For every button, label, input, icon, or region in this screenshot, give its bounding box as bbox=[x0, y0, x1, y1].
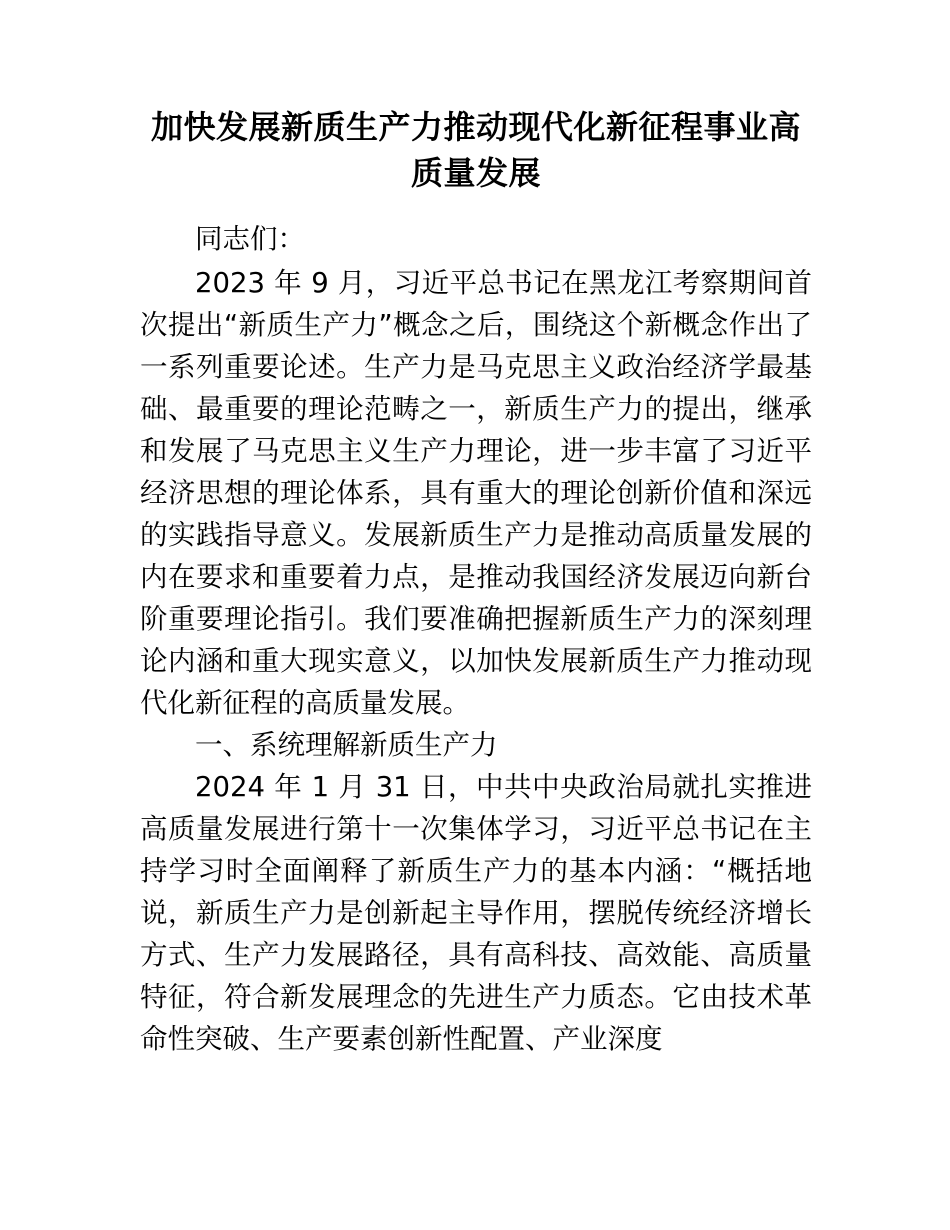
section-heading-1: 一、系统理解新质生产力 bbox=[195, 729, 498, 761]
document-body bbox=[140, 104, 812, 1060]
salutation-line: 同志们： bbox=[195, 223, 305, 255]
paragraph-intro: 2023 年 9 月，习近平总书记在黑龙江考察期间首次提出“新质生产力”概念之后，围绕这个新概念作出了一系列重要论述。生产力是马克思主义政治经济学最基础、最重要的理论范畴之一，新质生产力的提出，继承和发展了马克思主义生产力理论，进一步丰富了习近平经济思想的理论体系，具有重大的理论创新价值和深远的实践指导意义。发展新质生产力是推动高质量发展的内在要求和重要着力点，是推动我国经济发展迈向新台阶重要理论指引。我们要准确把握新质生产力的深刻理论内涵和重大现实意义，以加快发展新质生产力推动现代化新征程的高质量发展。 bbox=[140, 267, 812, 719]
page-title: 加快发展新质生产力推动现代化新征程事业高质量发展 bbox=[150, 108, 801, 192]
paragraph-section-1-1: 2024 年 1 月 31 日，中共中央政治局就扎实推进高质量发展进行第十一次集体学习，习近平总书记在主持学习时全面阐释了新质生产力的基本内涵：“概括地说，新质生产力是创新起主导作用，摆脱传统经济增长方式、生产力发展路径，具有高科技、高效能、高质量特征，符合新发展理念的先进生产力质态。它由技术革命性突破、生产要素创新性配置、产业深度 bbox=[140, 771, 812, 1055]
